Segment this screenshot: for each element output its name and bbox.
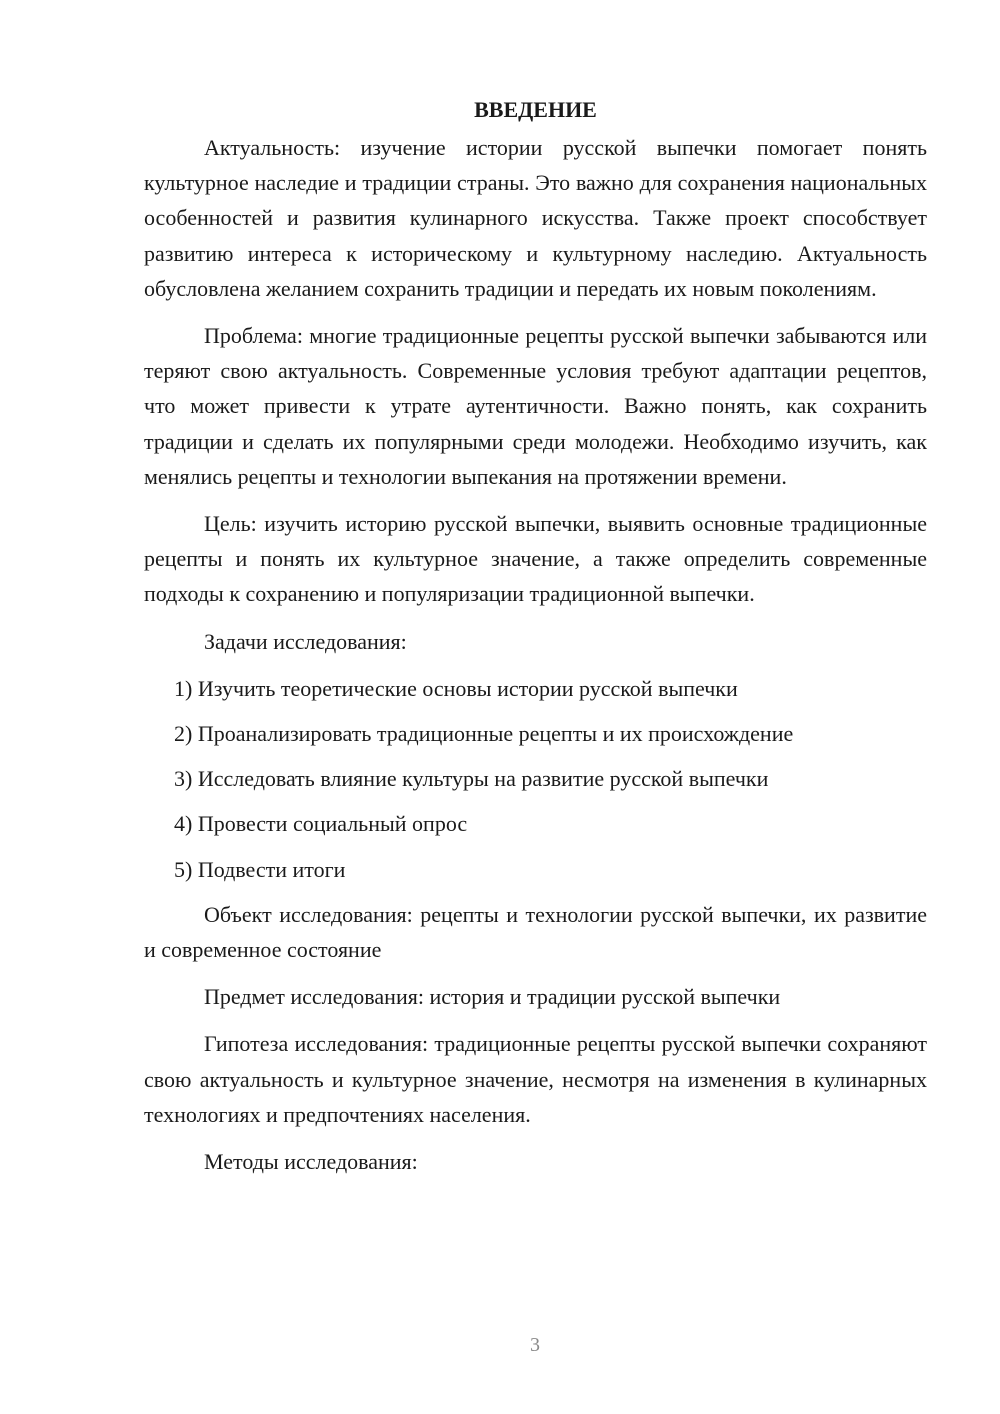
task-item-3: 3) Исследовать влияние культуры на развитие русской выпечки xyxy=(174,766,769,792)
methods-heading: Методы исследования: xyxy=(204,1149,418,1175)
page-title: ВВЕДЕНИЕ xyxy=(474,97,597,122)
task-item-4: 4) Провести социальный опрос xyxy=(174,811,468,837)
document-body xyxy=(144,92,927,1191)
subject-paragraph: Предмет исследования: история и традиции русской выпечки xyxy=(204,984,781,1010)
object-paragraph: Объект исследования: рецепты и технологии русской выпечки, их развитие и современное состояние xyxy=(144,901,927,963)
hypothesis-paragraph: Гипотеза исследования: традиционные рецепты русской выпечки сохраняют свою актуальность и культурное значение, несмотря на изменения в кулинарных технологиях и предпочтениях населения. xyxy=(144,1031,927,1127)
goal-paragraph: Цель: изучить историю русской выпечки, выявить основные традиционные рецепты и понять их культурное значение, а также определить современные подходы к сохранению и популяризации традиционной выпечки. xyxy=(144,511,927,607)
page-number: 3 xyxy=(530,1334,540,1356)
task-item-5: 5) Подвести итоги xyxy=(174,856,346,882)
tasks-heading: Задачи исследования: xyxy=(204,628,407,654)
relevance-paragraph: Актуальность: изучение истории русской выпечки помогает понять культурное наследие и традиции страны. Это важно для сохранения национальных особенностей и развития кулинарного искусства. Также проект способствует развитию интереса к историческому и культурному наследию. Актуальность обусловлена желанием сохранить традиции и передать их новым поколениям. xyxy=(144,135,927,301)
task-item-1: 1) Изучить теоретические основы истории русской выпечки xyxy=(174,675,738,701)
problem-paragraph: Проблема: многие традиционные рецепты русской выпечки забываются или теряют свою актуальность. Современные условия требуют адаптации рецептов, что может привести к утрате аутентичности. Важно понять, как сохранить традиции и сделать их популярными среди молодежи. Необходимо изучить, как менялись рецепты и технологии выпекания на протяжении времени. xyxy=(144,323,927,489)
task-item-2: 2) Проанализировать традиционные рецепты и их происхождение xyxy=(174,721,794,747)
